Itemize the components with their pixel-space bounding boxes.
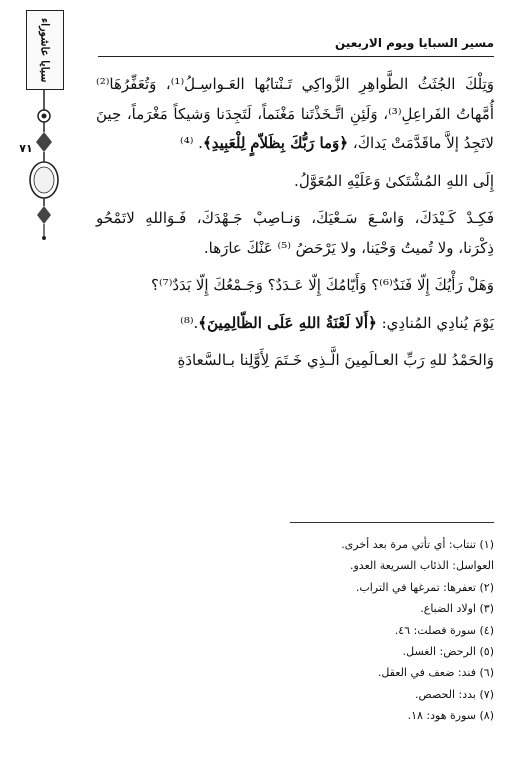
paragraph-3: فَكِـدْ كَـيْدَكَ، وَاسْـعَ سَـعْيَكَ، وَنـاصِبْ جَـهْدَكَ، فَـوَاللهِ لاتَمْحُو ذِكْرَنا، ولا تُميتُ وَحْيَنا، ولا يَرْحَضُ ⁽⁵⁾ عَنْكَ عارَها. <box>96 209 494 257</box>
footnote: (١) تنتاب: أي تأتي مرة بعد أخرى. <box>341 538 494 551</box>
footnote: العواسل: الذئاب السريعة العدو. <box>350 559 494 573</box>
footnotes <box>96 534 494 727</box>
ornament-column <box>18 10 70 230</box>
calligraphy-title-box <box>26 10 64 90</box>
calligraphy-title: سبايا عاشوراء <box>38 17 52 83</box>
paragraph-4: وَهَلْ رَأْيُكَ إِلّا فَنَدٌ⁽⁶⁾؟ وَأَيّامُكَ إِلّا عَـدَدٌ؟ وَجَـمْعُكَ إِلّا بَدَدٌ⁽⁷⁾؟ <box>151 276 494 294</box>
paragraph-2: إِلَى اللهِ المُشْتَكىٰ وَعَلَيْهِ المُعَوَّلُ. <box>294 171 494 190</box>
footnote: (٥) الرحض: الغسل. <box>402 645 494 659</box>
footnote: (٣) اولاد الضباع. <box>420 602 494 616</box>
footnote-divider <box>290 522 494 523</box>
footnote: (٨) سورة هود: ١٨. <box>407 709 494 723</box>
paragraph-5: يَوْمَ يُنادِي المُنادِي: ﴿أَلا لَعْنَةُ اللهِ عَلَى الظّالِمِينَ﴾.⁽⁸⁾ <box>180 313 494 332</box>
paragraph-6: وَالحَمْدُ للهِ رَبِّ العـالَمِينَ الَّـذِي خَـتَمَ لِأَوَّلِنا بـالسَّعادَةِ <box>177 351 494 369</box>
footnote: (٧) بدد: الحصص. <box>415 687 494 701</box>
running-header: مسير السبايا ويوم الاربعين <box>335 36 494 50</box>
paragraph-1: وَتِلْكَ الجُثَثُ الطَّواهِرِ الزَّواكِي تَـنْتابُها العَـواسِـلُ⁽¹⁾، وَتُعَفِّرُهَا⁽²⁾ أُمَّهاتُ الفَراعِلِ⁽³⁾، وَلَئِنِ اتَّـخَذْتَنا مَغْنَماً، لَتَجِدَنا وَشيكاً مَغْرَماً، حِينَ لاتَجِدُ إلاَّ ماقَدَّمَتْ يَداكَ، ﴿وَما رَبُّكَ بِظَلاّمٍ لِلْعَبِيدِ﴾. ⁽⁴⁾ <box>96 75 494 152</box>
quran-quote: ﴿أَلا لَعْنَةُ اللهِ عَلَى الظّالِمِينَ﴾ <box>198 313 377 332</box>
header-divider <box>98 56 494 57</box>
ornament-chain-icon <box>18 90 70 240</box>
footnote: (٤) سورة فصلت: ٤٦. <box>394 623 494 637</box>
body-text <box>96 70 494 376</box>
quran-quote: ﴿وَما رَبُّكَ بِظَلاّمٍ <box>250 134 349 152</box>
footnote: (٢) تعفرها: تمرغها في التراب. <box>355 580 494 594</box>
page-number: ٧١ <box>19 142 33 155</box>
footnote: (٦) فند: ضعف في العقل. <box>377 666 494 680</box>
